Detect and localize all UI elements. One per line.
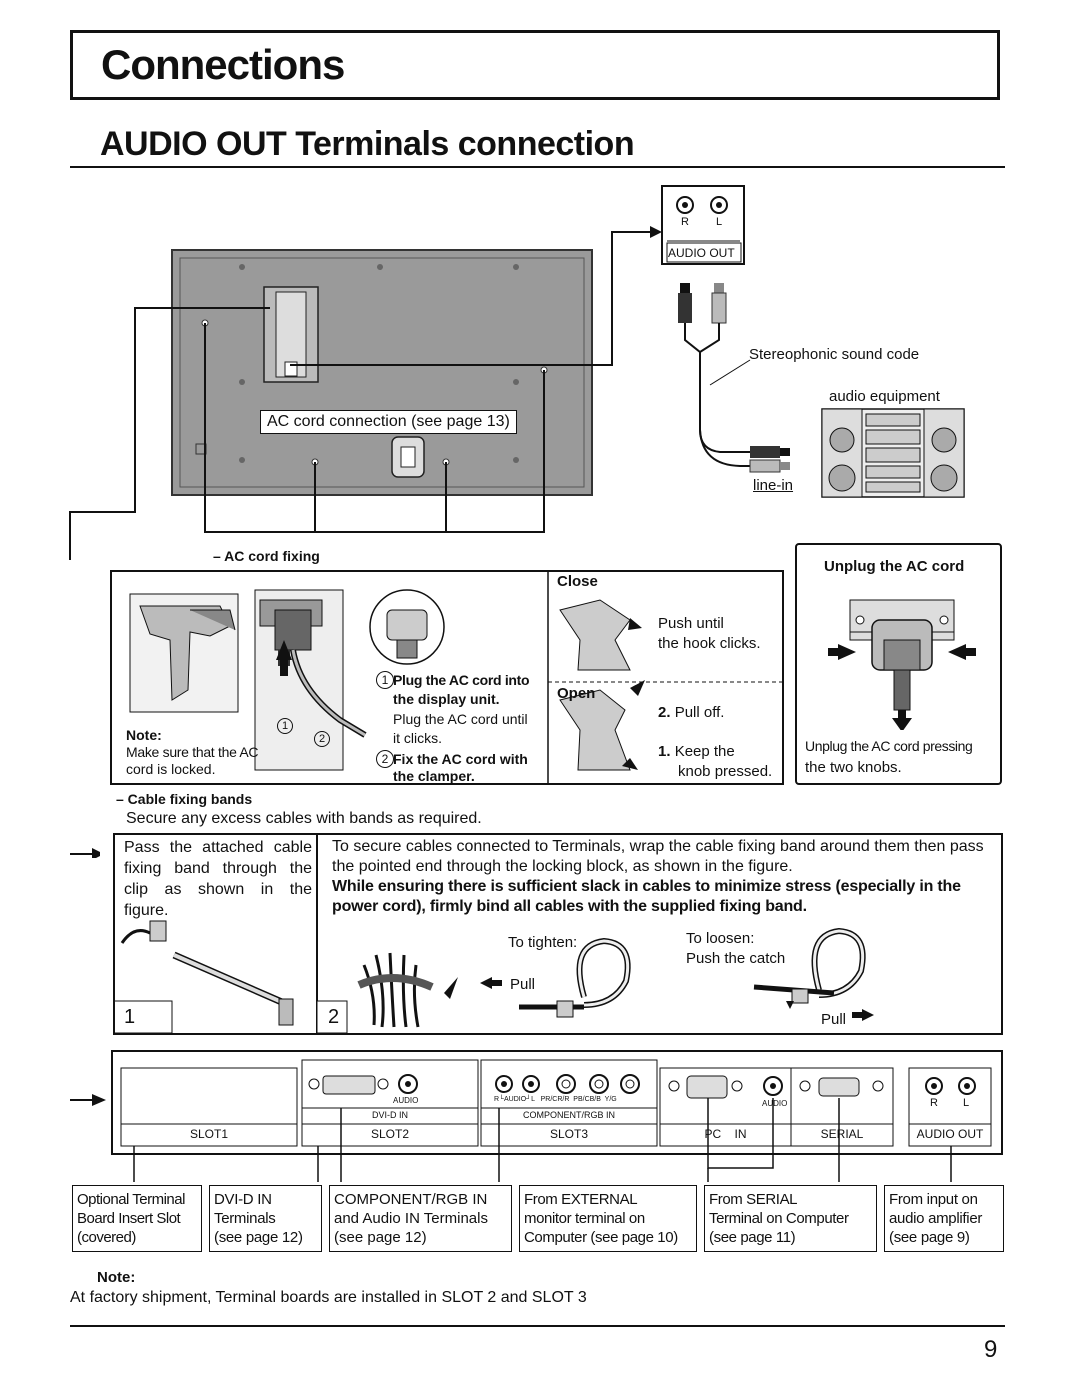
- step-circle-1: 1: [376, 671, 394, 689]
- footer-rule: [70, 1325, 1005, 1327]
- section-title: AUDIO OUT Terminals connection: [100, 125, 635, 163]
- ac-note-title: Note:: [126, 727, 162, 743]
- caption-slot3: COMPONENT/RGB IN and Audio IN Terminals (see page 12): [329, 1185, 512, 1252]
- arrow-to-bands: [70, 834, 100, 858]
- audio-out-terminal-r: R: [930, 1097, 938, 1109]
- rca-plugs: [678, 283, 726, 323]
- unplug-illustration: [800, 580, 1000, 730]
- push-catch: Push the catch: [686, 950, 786, 967]
- footer-note-text: At factory shipment, Terminal boards are installed in SLOT 2 and SLOT 3: [70, 1289, 587, 1306]
- slot1-label: SLOT1: [189, 1127, 228, 1141]
- slot2-label: SLOT2: [370, 1127, 409, 1141]
- unplug-line2: the two knobs.: [805, 759, 902, 776]
- audio-out-r: R: [681, 216, 689, 228]
- audio-out-terminal-label: AUDIO OUT: [916, 1127, 984, 1141]
- unplug-heading: Unplug the AC cord: [824, 558, 965, 575]
- ac-fixing-heading: – AC cord fixing: [213, 548, 320, 564]
- bands-right-text: To secure cables connected to Terminals, wrap the cable fixing band around them then pass the pointed end through the locking block, as shown in the figure.: [332, 838, 984, 875]
- figure-number-1: 1: [124, 1006, 136, 1028]
- audio-out-label: AUDIO OUT: [668, 246, 735, 260]
- bands-heading: – Cable fixing bands: [116, 791, 253, 807]
- caption-slot2: DVI-D IN Terminals (see page 12): [209, 1185, 322, 1252]
- bands-left-text: Pass the attached cable fixing band through the clip as shown in the figure.: [124, 839, 312, 919]
- close-label: Close: [557, 573, 598, 590]
- arrow-to-terminals: [70, 1090, 110, 1110]
- step-circle-2: 2: [376, 750, 394, 768]
- tighten-pull: Pull: [510, 976, 536, 993]
- open-label: Open: [557, 685, 596, 702]
- pc-in-label: PC IN: [704, 1127, 747, 1141]
- ac-note-line2: cord is locked.: [126, 761, 216, 777]
- connection-diagram: [0, 0, 1080, 560]
- caption-serial: From SERIAL Terminal on Computer (see page 11): [704, 1185, 877, 1252]
- step1-number: 1.: [658, 743, 671, 760]
- slot2-audio-small: AUDIO: [393, 1096, 419, 1105]
- ac-cord-connection-label: AC cord connection (see page 13): [260, 410, 517, 434]
- dvi-label: DVI-D IN: [372, 1110, 408, 1120]
- page-number: 9: [984, 1336, 998, 1363]
- slot3-label: SLOT3: [549, 1127, 588, 1141]
- keep-the: Keep the: [674, 743, 735, 760]
- stereo-cable-label: Stereophonic sound code: [749, 346, 920, 363]
- component-label: COMPONENT/RGB IN: [522, 1110, 615, 1120]
- footer-note-title: Note:: [97, 1269, 136, 1286]
- step2-number: 2.: [658, 704, 671, 721]
- plug-step-line-d: it clicks.: [393, 730, 442, 746]
- caption-pc-in: From EXTERNAL monitor terminal on Computer (see page 10): [519, 1185, 697, 1252]
- audio-equipment-label: audio equipment: [829, 388, 940, 405]
- display-back-panel: [172, 250, 592, 495]
- pull-off: Pull off.: [674, 704, 725, 721]
- audio-equipment-illustration: [822, 409, 964, 497]
- bands-right-bold: While ensuring there is sufficient slack in cables to minimize stress (especially in the power cord), firmly bind all cables with the supplied fixing band.: [332, 878, 961, 915]
- hook-clicks: the hook clicks.: [658, 635, 761, 652]
- serial-label: SERIAL: [820, 1127, 864, 1141]
- figure-number-2: 2: [328, 1006, 340, 1028]
- component-jacks-label: R└AUDIO┘L PR/CR/R PB/CB/B Y/G: [494, 1096, 617, 1103]
- caption-audio-out: From input on audio amplifier (see page 9): [884, 1185, 1004, 1252]
- fix-step-line-a: Fix the AC cord with: [393, 751, 528, 767]
- page-title: Connections: [101, 41, 345, 88]
- plug-step-line-a: Plug the AC cord into: [393, 672, 530, 688]
- to-loosen: To loosen:: [686, 930, 755, 947]
- plug-step-line-b: the display unit.: [393, 691, 500, 707]
- pc-audio-small: AUDIO: [762, 1099, 788, 1108]
- audio-out-terminal-l: L: [963, 1097, 970, 1109]
- line-in-label: line-in: [753, 477, 794, 494]
- caption-slot1: Optional Terminal Board Insert Slot (covered): [72, 1185, 202, 1252]
- loosen-pull: Pull: [821, 1011, 847, 1028]
- push-until: Push until: [658, 615, 724, 632]
- ac-note-line1: Make sure that the AC: [126, 744, 259, 760]
- audio-out-l: L: [716, 216, 723, 228]
- unplug-line1: Unplug the AC cord pressing: [805, 738, 973, 754]
- knob-pressed: knob pressed.: [678, 763, 773, 780]
- figure-circle-1: 1: [277, 718, 293, 734]
- fix-step-line-b: the clamper.: [393, 768, 475, 784]
- to-tighten: To tighten:: [508, 934, 578, 951]
- figure-circle-2: 2: [314, 731, 330, 747]
- plug-step-line-c: Plug the AC cord until: [393, 711, 528, 727]
- bands-illustrations: [114, 915, 1002, 1033]
- bands-intro: Secure any excess cables with bands as required.: [126, 810, 482, 827]
- terminal-panel-illustration: [111, 1050, 1003, 1190]
